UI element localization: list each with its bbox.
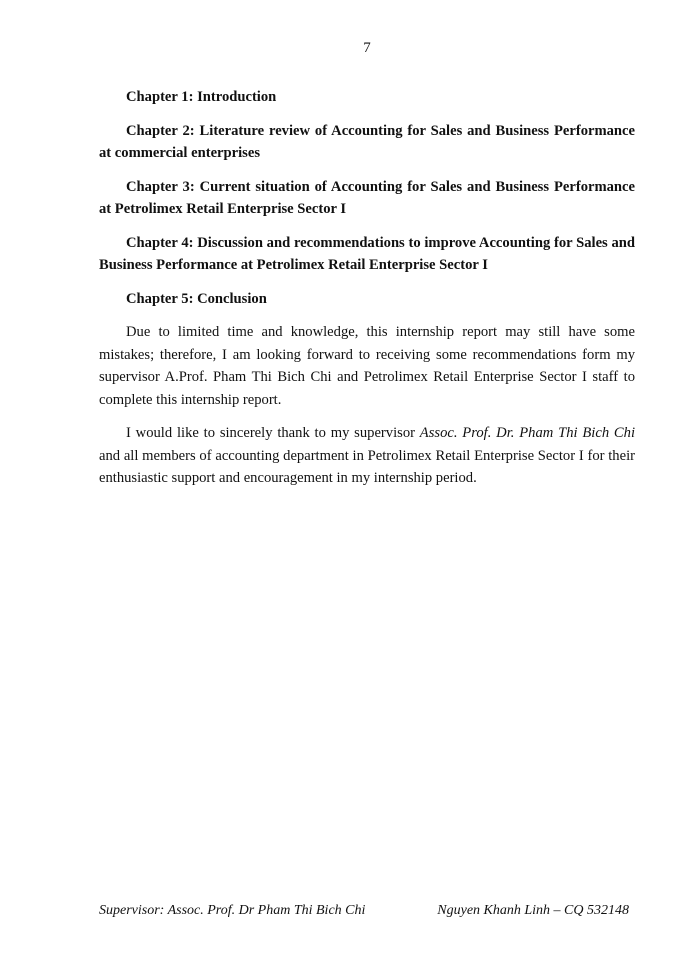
- footer-author: Nguyen Khanh Linh – CQ 532148: [437, 903, 629, 918]
- page-number: 7: [363, 40, 371, 56]
- acknowledgement-paragraph: [99, 422, 635, 490]
- chapter-1-heading: Chapter 1: Introduction: [126, 89, 277, 105]
- chapter-2-heading: Chapter 2: Literature review of Accounting for Sales and Business Performance at commercial enterprises: [99, 122, 635, 161]
- chapter-3-heading: Chapter 3: Current situation of Accounting for Sales and Business Performance at Petrolimex Retail Enterprise Sector I: [99, 178, 635, 217]
- acknowledgement-text-end: and all members of accounting department in Petrolimex Retail Enterprise Sector I for their enthusiastic support and encouragement in my internship period.: [99, 447, 635, 486]
- limitations-paragraph: Due to limited time and knowledge, this internship report may still have some mistakes; therefore, I am looking forward to receiving some recommendations form my supervisor A.Prof. Pham Thi Bich Chi and Petrolimex Retail Enterprise Sector I staff to complete this internship report.: [99, 324, 635, 408]
- report-body: [99, 86, 635, 501]
- chapter-4-heading: Chapter 4: Discussion and recommendations to improve Accounting for Sales and Business Performance at Petrolimex Retail Enterprise Sector I: [99, 234, 635, 273]
- acknowledgement-text-start: I would like to sincerely thank to my supervisor: [126, 425, 420, 441]
- footer-supervisor: Supervisor: Assoc. Prof. Dr Pham Thi Bich Chi: [99, 903, 366, 918]
- supervisor-name: Assoc. Prof. Dr. Pham Thi Bich Chi: [419, 425, 636, 441]
- chapter-5-heading: Chapter 5: Conclusion: [126, 290, 267, 307]
